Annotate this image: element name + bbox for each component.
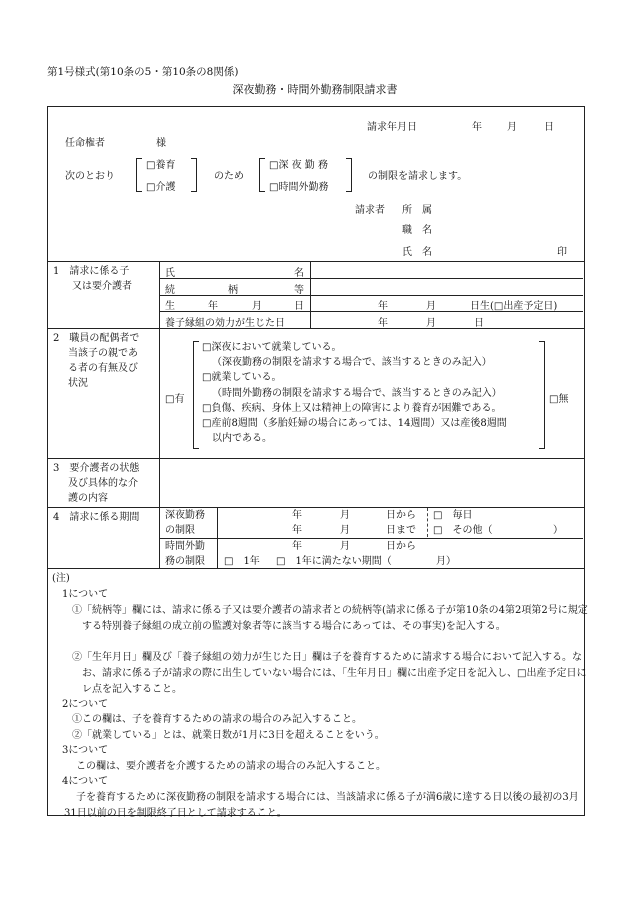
divider-sec1-top <box>47 261 584 262</box>
sec2-bracket-left <box>193 341 199 449</box>
sec3-label-line2: 及び具体的な介 <box>68 478 138 489</box>
divider-notes-top <box>47 568 584 569</box>
sec2-label-line3: る者の有無及び <box>68 363 138 374</box>
option-overtime[interactable]: □時間外勤務 <box>269 182 329 193</box>
sec4-night-from-year[interactable]: 年 <box>292 510 302 521</box>
sec4-overtime-label-1: 時間外勤 <box>165 541 205 552</box>
sec4-option-one-year[interactable]: □ 1年 <box>224 556 260 567</box>
sec1-adoption-day[interactable]: 日 <box>474 318 484 329</box>
sec2-option-yes[interactable]: □有 <box>165 394 185 405</box>
sec2-item-maternity[interactable]: □産前8週間（多胎妊婦の場合にあっては、14週間）又は産後8週間 <box>202 418 507 429</box>
sec4-label: 4 請求に係る期間 <box>53 512 140 523</box>
sec1-adoption-month[interactable]: 月 <box>426 318 436 329</box>
sec1-row-line-2 <box>159 295 583 296</box>
option-nursing[interactable]: □介護 <box>146 182 176 193</box>
note-4-text: 子を養育するために深夜勤務の制限を請求する場合には、当該請求に係る子が満6歳に達する日以後の最初の3月31日以前の日を制限終了日として請求すること。 <box>64 792 579 819</box>
sec4-overtime-year[interactable]: 年 <box>292 541 302 552</box>
sec4-dashed-divider <box>427 508 428 537</box>
sec1-birth-label-d: 日 <box>294 301 304 312</box>
sec4-night-label-1: 深夜勤務 <box>165 510 205 521</box>
sec2-item-working[interactable]: □就業している。 <box>202 372 282 383</box>
sec1-adoption-label: 養子縁組の効力が生じた日 <box>165 318 285 329</box>
sec1-birth-label-a: 生 <box>165 301 175 312</box>
sec3-label-line3: 護の内容 <box>68 493 108 504</box>
sec4-night-label-2: の制限 <box>165 525 195 536</box>
note-2-item-2: ②「就業している」とは、就業日数が1月に3日を超えることをいう。 <box>72 730 385 741</box>
seal-mark: 印 <box>557 247 567 258</box>
appointer-sama: 様 <box>156 138 166 149</box>
note-4-heading: 4について <box>62 776 109 787</box>
sec1-name-label: 氏 <box>165 268 175 279</box>
sec2-item-working-note: （時間外勤務の制限を請求する場合で、該当するときのみ記入） <box>212 388 502 399</box>
sec1-name-label-r: 名 <box>294 268 304 279</box>
option-night-work[interactable]: □深 夜 勤 務 <box>269 160 328 171</box>
sec4-night-from-month[interactable]: 月 <box>340 510 350 521</box>
request-date-day[interactable]: 日 <box>544 122 554 133</box>
name-label: 氏 名 <box>402 247 432 258</box>
note-1-heading: 1について <box>62 589 109 600</box>
sec1-birth-label-b: 年 <box>208 301 218 312</box>
sec2-option-no[interactable]: □無 <box>549 394 569 405</box>
bracket-left-1 <box>136 158 142 192</box>
for-purpose-label: のため <box>214 171 244 182</box>
sec2-item-night-note: （深夜勤務の制限を請求する場合で、該当するときのみ記入） <box>212 357 492 368</box>
sec4-night-until-month[interactable]: 月 <box>340 525 350 536</box>
label-column-divider <box>159 261 160 568</box>
sec2-item-night[interactable]: □深夜において就業している。 <box>202 342 342 353</box>
notes-heading: (注) <box>52 573 70 584</box>
request-date-label: 請求年月日 <box>367 122 417 133</box>
divider-sec4-top <box>47 507 584 508</box>
sec2-label-line2: 当該子の親であ <box>68 348 138 359</box>
appointer-label: 任命権者 <box>65 138 105 149</box>
sec4-option-other-close: ） <box>553 525 563 536</box>
note-2-heading: 2について <box>62 699 109 710</box>
sec1-relation-label-a: 続 <box>165 285 175 296</box>
sec1-label-line1: 1 請求に係る子 <box>53 266 130 277</box>
note-3-heading: 3について <box>62 745 109 756</box>
sec4-overtime-from[interactable]: 日から <box>386 541 416 552</box>
sec1-relation-label-b: 柄 <box>228 285 238 296</box>
note-2-item-1: ①この欄は、子を養育するための請求の場合のみ記入すること。 <box>72 714 362 725</box>
sec4-overtime-month[interactable]: 月 <box>340 541 350 552</box>
sec3-label-line1: 3 要介護者の状態 <box>53 463 140 474</box>
affiliation-label: 所 属 <box>402 205 432 216</box>
sec2-label-line4: 状況 <box>68 378 88 389</box>
sec4-night-until[interactable]: 日まで <box>386 525 416 536</box>
request-date-year[interactable]: 年 <box>472 122 482 133</box>
sec1-birth-month[interactable]: 月 <box>426 301 436 312</box>
sec4-overtime-label-2: 務の制限 <box>165 556 205 567</box>
sec4-option-less-than-year[interactable]: □ 1年に満たない期間（ <box>276 556 392 567</box>
sec2-bracket-right <box>539 341 545 449</box>
sec2-item-maternity-cont: 以内である。 <box>212 433 272 444</box>
form-title: 深夜勤務・時間外勤務制限請求書 <box>232 83 398 96</box>
note-3-text: この欄は、要介護者を介護するための請求の場合のみ記入すること。 <box>76 761 386 772</box>
note-1-item-1: ①「続柄等」欄には、請求に係る子又は要介護者の請求者との続柄等(請求に係る子が第10条の4第2項第2号に規定する特別養子縁組の成立前の監護対象者等に該当する場合にあっては、その事実)を記入する。 <box>72 605 588 632</box>
sec1-adoption-year[interactable]: 年 <box>378 318 388 329</box>
sec4-row-divider <box>159 538 583 539</box>
sec4-night-until-year[interactable]: 年 <box>292 525 302 536</box>
sec1-relation-label-c: 等 <box>294 285 304 296</box>
request-statement: の制限を請求します。 <box>368 171 468 182</box>
requester-label: 請求者 <box>355 205 385 216</box>
as-follows-label: 次のとおり <box>65 171 115 182</box>
position-label: 職 名 <box>402 225 432 236</box>
divider-sec2-top <box>47 328 584 329</box>
sec2-label-line1: 2 職員の配偶者で <box>53 333 140 344</box>
sec1-birth-label-c: 月 <box>252 301 262 312</box>
sec4-night-from[interactable]: 日から <box>386 510 416 521</box>
form-number: 第1号様式(第10条の5・第10条の8関係) <box>47 66 239 78</box>
option-childcare[interactable]: □養育 <box>146 160 176 171</box>
sec1-birth-day-due[interactable]: 日生(□出産予定日) <box>470 301 558 312</box>
sec2-item-illness[interactable]: □負傷、疾病、身体上又は精神上の障害により養育が困難である。 <box>202 403 502 414</box>
sec1-birth-year[interactable]: 年 <box>378 301 388 312</box>
bracket-right-2 <box>346 158 352 192</box>
sec4-option-daily[interactable]: □ 毎日 <box>433 510 473 521</box>
bracket-left-2 <box>259 158 265 192</box>
note-1-item-2: ②「生年月日」欄及び「養子縁組の効力が生じた日」欄は子を養育するために請求する場合において記入する。なお、請求に係る子が請求の際に出生していない場合には、「生年月日」欄に出産予定日を記入し、□出産予定日にレ点を記入すること。 <box>72 652 587 695</box>
sec1-row-line-1 <box>159 278 583 279</box>
divider-sec3-top <box>47 458 584 459</box>
sec4-less-than-year-month[interactable]: 月） <box>436 556 456 567</box>
bracket-right-1 <box>191 158 197 192</box>
sec4-option-other[interactable]: □ その他（ <box>433 525 493 536</box>
request-date-month[interactable]: 月 <box>507 122 517 133</box>
sec1-label-line2: 又は要介護者 <box>72 281 132 292</box>
